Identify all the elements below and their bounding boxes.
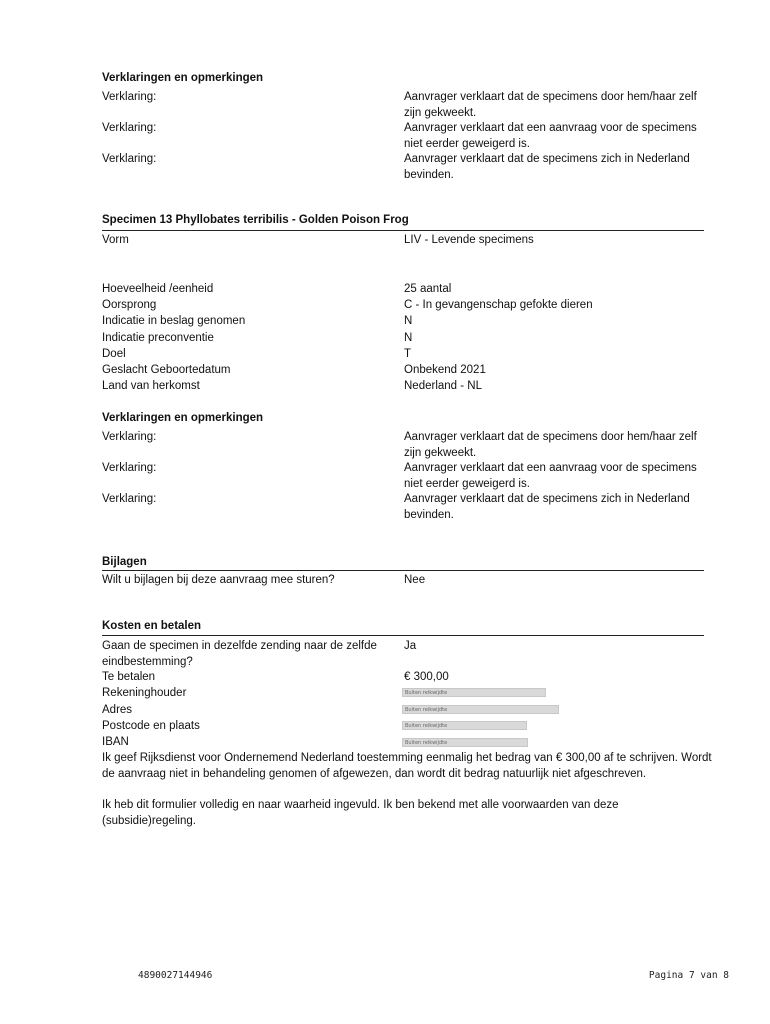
verklaring-value: Aanvrager verklaart dat de specimens door hem/haar zelf zijn gekweekt. [404, 431, 697, 459]
section-divider [102, 635, 704, 636]
vorm-label: Vorm [102, 234, 129, 246]
specimen-field-value: C - In gevangenschap gefokte dieren [404, 299, 593, 311]
te-betalen-value: € 300,00 [404, 671, 449, 683]
specimen-field-label: Hoeveelheid /eenheid [102, 283, 214, 295]
declaration-text: Ik heb dit formulier volledig en naar waarheid ingevuld. Ik ben bekend met alle voorwaarden van deze (subsidie)regeling. [102, 799, 619, 827]
verklaring-value: Aanvrager verklaart dat de specimens zich in Nederland bevinden. [404, 153, 690, 181]
postcode-label: Postcode en plaats [102, 720, 200, 732]
specimen-title: Specimen 13 Phyllobates terribilis - Golden Poison Frog [102, 214, 409, 226]
specimen-field-label: Geslacht Geboortedatum [102, 364, 231, 376]
verklaring-value: Aanvrager verklaart dat de specimens zich in Nederland bevinden. [404, 493, 690, 521]
section-title-verklaringen-2: Verklaringen en opmerkingen [102, 412, 264, 424]
verklaring-label: Verklaring: [102, 493, 157, 505]
zending-question: Gaan de specimen in dezelfde zending naar de zelfde eindbestemming? [102, 640, 377, 668]
section-title-verklaringen-1: Verklaringen en opmerkingen [102, 72, 264, 84]
vorm-value: LIV - Levende specimens [404, 234, 534, 246]
verklaring-label: Verklaring: [102, 153, 157, 165]
specimen-field-value: T [404, 348, 412, 360]
specimen-field-label: Indicatie preconventie [102, 332, 214, 344]
redaction-box: Buiten reikwijdte [402, 688, 546, 697]
zending-answer: Ja [404, 640, 417, 652]
te-betalen-label: Te betalen [102, 671, 156, 683]
redaction-box: Buiten reikwijdte [402, 738, 528, 747]
verklaring-label: Verklaring: [102, 462, 157, 474]
adres-label: Adres [102, 704, 133, 716]
specimen-field-value: N [404, 315, 413, 327]
verklaring-value: Aanvrager verklaart dat een aanvraag voor de specimens niet eerder geweigerd is. [404, 462, 697, 490]
bijlagen-answer: Nee [404, 574, 426, 586]
iban-label: IBAN [102, 736, 129, 748]
specimen-field-label: Indicatie in beslag genomen [102, 315, 246, 327]
redaction-box: Buiten reikwijdte [402, 721, 527, 730]
specimen-field-label: Land van herkomst [102, 380, 200, 392]
consent-text: Ik geef Rijksdienst voor Ondernemend Nederland toestemming eenmalig het bedrag van € 300,00 af te schrijven. Wordt de aanvraag niet in behandeling genomen of afgewezen, dan wordt dit bedrag natuurlijk niet afgeschreven. [102, 752, 712, 780]
section-title-bijlagen: Bijlagen [102, 556, 147, 568]
bijlagen-question: Wilt u bijlagen bij deze aanvraag mee sturen? [102, 574, 335, 586]
section-title-kosten: Kosten en betalen [102, 620, 202, 632]
document-number: 4890027144946 [138, 970, 213, 981]
verklaring-value: Aanvrager verklaart dat een aanvraag voor de specimens niet eerder geweigerd is. [404, 122, 697, 150]
verklaring-label: Verklaring: [102, 431, 157, 443]
verklaring-value: Aanvrager verklaart dat de specimens door hem/haar zelf zijn gekweekt. [404, 91, 697, 119]
specimen-field-label: Oorsprong [102, 299, 157, 311]
verklaring-label: Verklaring: [102, 91, 157, 103]
specimen-field-value: N [404, 332, 413, 344]
verklaring-label: Verklaring: [102, 122, 157, 134]
section-divider [102, 230, 704, 231]
specimen-field-label: Doel [102, 348, 126, 360]
specimen-field-value: Onbekend 2021 [404, 364, 486, 376]
rekeninghouder-label: Rekeninghouder [102, 687, 187, 699]
specimen-field-value: Nederland - NL [404, 380, 482, 392]
page-number: Pagina 7 van 8 [648, 970, 729, 981]
specimen-field-value: 25 aantal [404, 283, 452, 295]
section-divider [102, 570, 704, 571]
redaction-box: Buiten reikwijdte [402, 705, 559, 714]
